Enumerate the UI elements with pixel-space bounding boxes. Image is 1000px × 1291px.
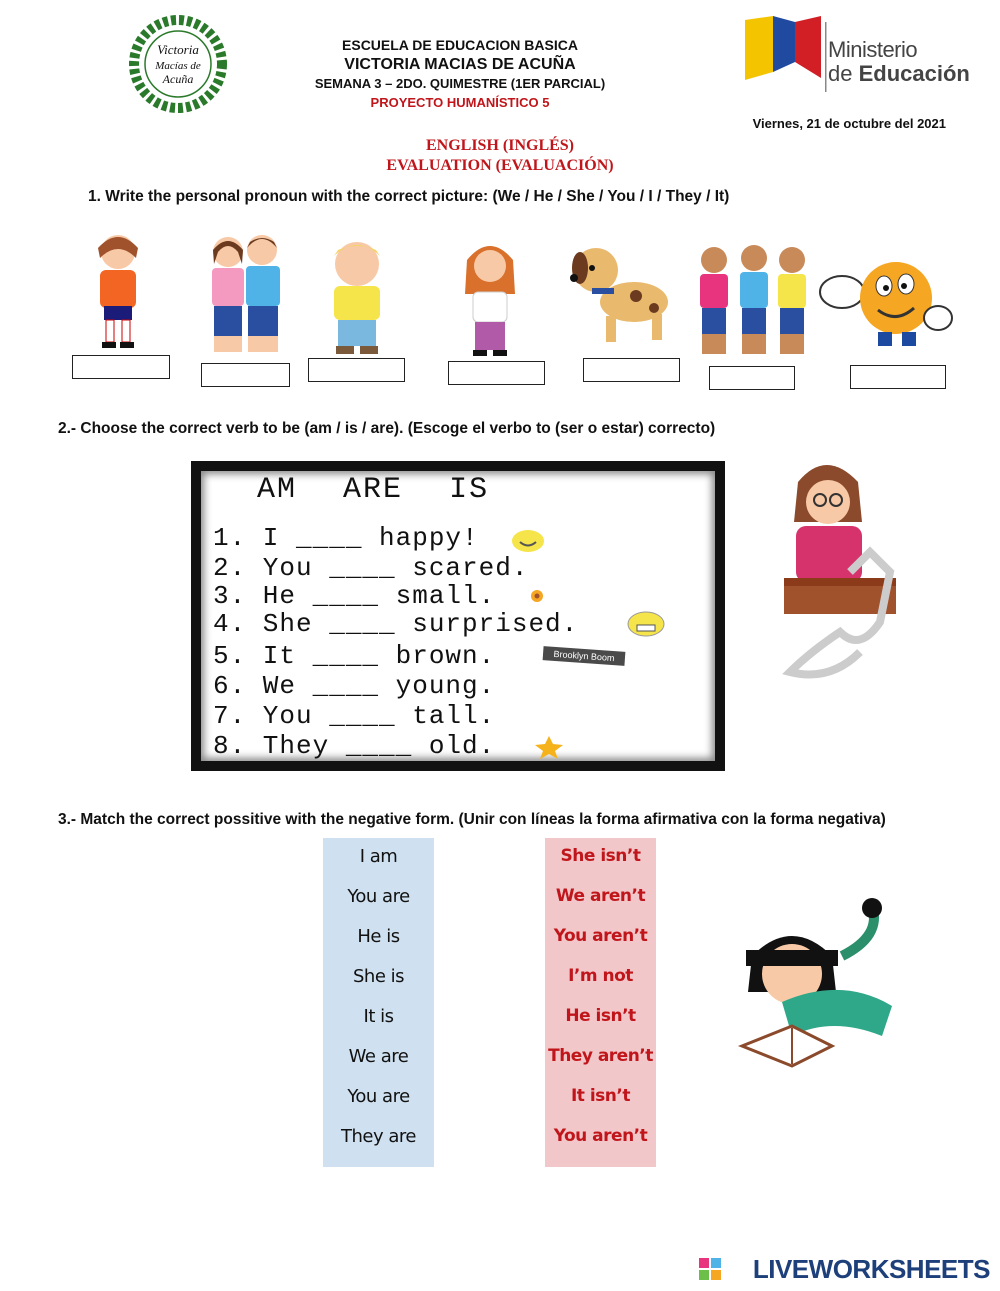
sentence-6: 6. We ____ young. <box>213 671 496 701</box>
answer-box-6[interactable] <box>709 366 795 390</box>
sentence-7: 7. You ____ tall. <box>213 701 496 731</box>
question-2: 2.- Choose the correct verb to be (am / is / are). (Escoge el verbo to (ser o estar) correcto) <box>58 420 716 437</box>
sentence-4: 4. She ____ surprised. <box>213 609 579 639</box>
boy-picture <box>322 240 392 358</box>
answer-box-7[interactable] <box>850 365 946 389</box>
svg-text:Acuña: Acuña <box>162 72 194 86</box>
answer-box-5[interactable] <box>583 358 680 382</box>
answer-box-3[interactable] <box>308 358 405 382</box>
evaluation-title: EVALUATION (EVALUACIÓN) <box>386 157 614 174</box>
option-am: AM <box>257 473 298 507</box>
negative-column <box>545 838 656 1167</box>
positive-item[interactable]: I am <box>359 846 398 867</box>
answer-box-1[interactable] <box>72 355 170 379</box>
positive-item[interactable]: They are <box>341 1126 416 1147</box>
school-type: ESCUELA DE EDUCACION BASICA <box>342 37 578 53</box>
pointing-emoji-picture <box>818 248 958 356</box>
ministry-line2: de Educación <box>828 61 970 86</box>
verb-exercise <box>201 471 715 761</box>
star-icon <box>533 735 565 759</box>
girl-reading-picture <box>732 896 912 1096</box>
positive-item[interactable]: We are <box>348 1046 409 1067</box>
question-1: 1. Write the personal pronoun with the correct picture: (We / He / She / You / I / They / It) <box>88 188 730 205</box>
positive-item[interactable]: You are <box>347 886 410 907</box>
school-seal <box>128 14 228 114</box>
ministry-name <box>828 38 970 86</box>
project-name: PROYECTO HUMANÍSTICO 5 <box>370 95 550 110</box>
liveworksheets-logo-icon <box>699 1258 721 1280</box>
subject: ENGLISH (INGLÉS) <box>425 137 575 154</box>
sentence-8: 8. They ____ old. <box>213 731 496 761</box>
sentence-1: 1. I ____ happy! <box>213 523 479 553</box>
brooklyn-sign <box>543 646 626 666</box>
subject-title <box>300 136 700 176</box>
footer-brand: LIVEWORKSHEETS <box>752 1254 990 1284</box>
sign-text: Brooklyn Boom <box>553 648 615 664</box>
dog-picture <box>566 238 678 350</box>
girl-waving-picture <box>76 230 160 352</box>
smiley-icon <box>511 529 545 553</box>
negative-item[interactable]: I’m not <box>568 966 633 986</box>
week-info: SEMANA 3 – 2DO. QUIMESTRE (1ER PARCIAL) <box>314 76 606 91</box>
girl-picture <box>455 238 525 358</box>
flower-icon <box>529 588 545 604</box>
verb-options <box>257 473 489 507</box>
negative-item[interactable]: We aren’t <box>555 886 646 906</box>
svg-text:Victoria: Victoria <box>157 42 199 57</box>
sentence-5: 5. It ____ brown. <box>213 641 496 671</box>
answer-box-4[interactable] <box>448 361 545 385</box>
negative-item[interactable]: It isn’t <box>570 1086 630 1106</box>
teacher-desk-picture <box>770 452 910 700</box>
school-name: VICTORIA MACIAS DE ACUÑA <box>344 56 576 73</box>
question-3: 3.- Match the correct possitive with the negative form. (Unir con líneas la forma afirmativa con la forma negativa) <box>58 811 886 828</box>
negative-item[interactable]: You aren’t <box>553 926 648 946</box>
positive-item[interactable]: He is <box>357 926 400 947</box>
negative-item[interactable]: He isn’t <box>565 1006 636 1026</box>
three-children-picture <box>694 242 814 360</box>
sentence-2: 2. You ____ scared. <box>213 553 529 583</box>
negative-item[interactable]: They aren’t <box>548 1046 653 1066</box>
two-children-picture <box>204 230 288 358</box>
negative-item[interactable]: She isn’t <box>560 846 641 866</box>
surprised-face-icon <box>627 611 665 637</box>
positive-column <box>323 838 434 1167</box>
option-are: ARE <box>343 473 404 507</box>
date: Viernes, 21 de octubre del 2021 <box>752 116 946 131</box>
svg-text:Macías de: Macías de <box>155 60 201 72</box>
positive-item[interactable]: It is <box>363 1006 394 1027</box>
answer-box-2[interactable] <box>201 363 290 387</box>
negative-item[interactable]: You aren’t <box>553 1126 648 1146</box>
sentence-3: 3. He ____ small. <box>213 581 496 611</box>
option-is: IS <box>449 473 490 507</box>
positive-item[interactable]: You are <box>347 1086 410 1107</box>
positive-item[interactable]: She is <box>352 966 404 987</box>
school-header <box>260 36 660 112</box>
ministry-line1: Ministerio <box>828 37 918 62</box>
